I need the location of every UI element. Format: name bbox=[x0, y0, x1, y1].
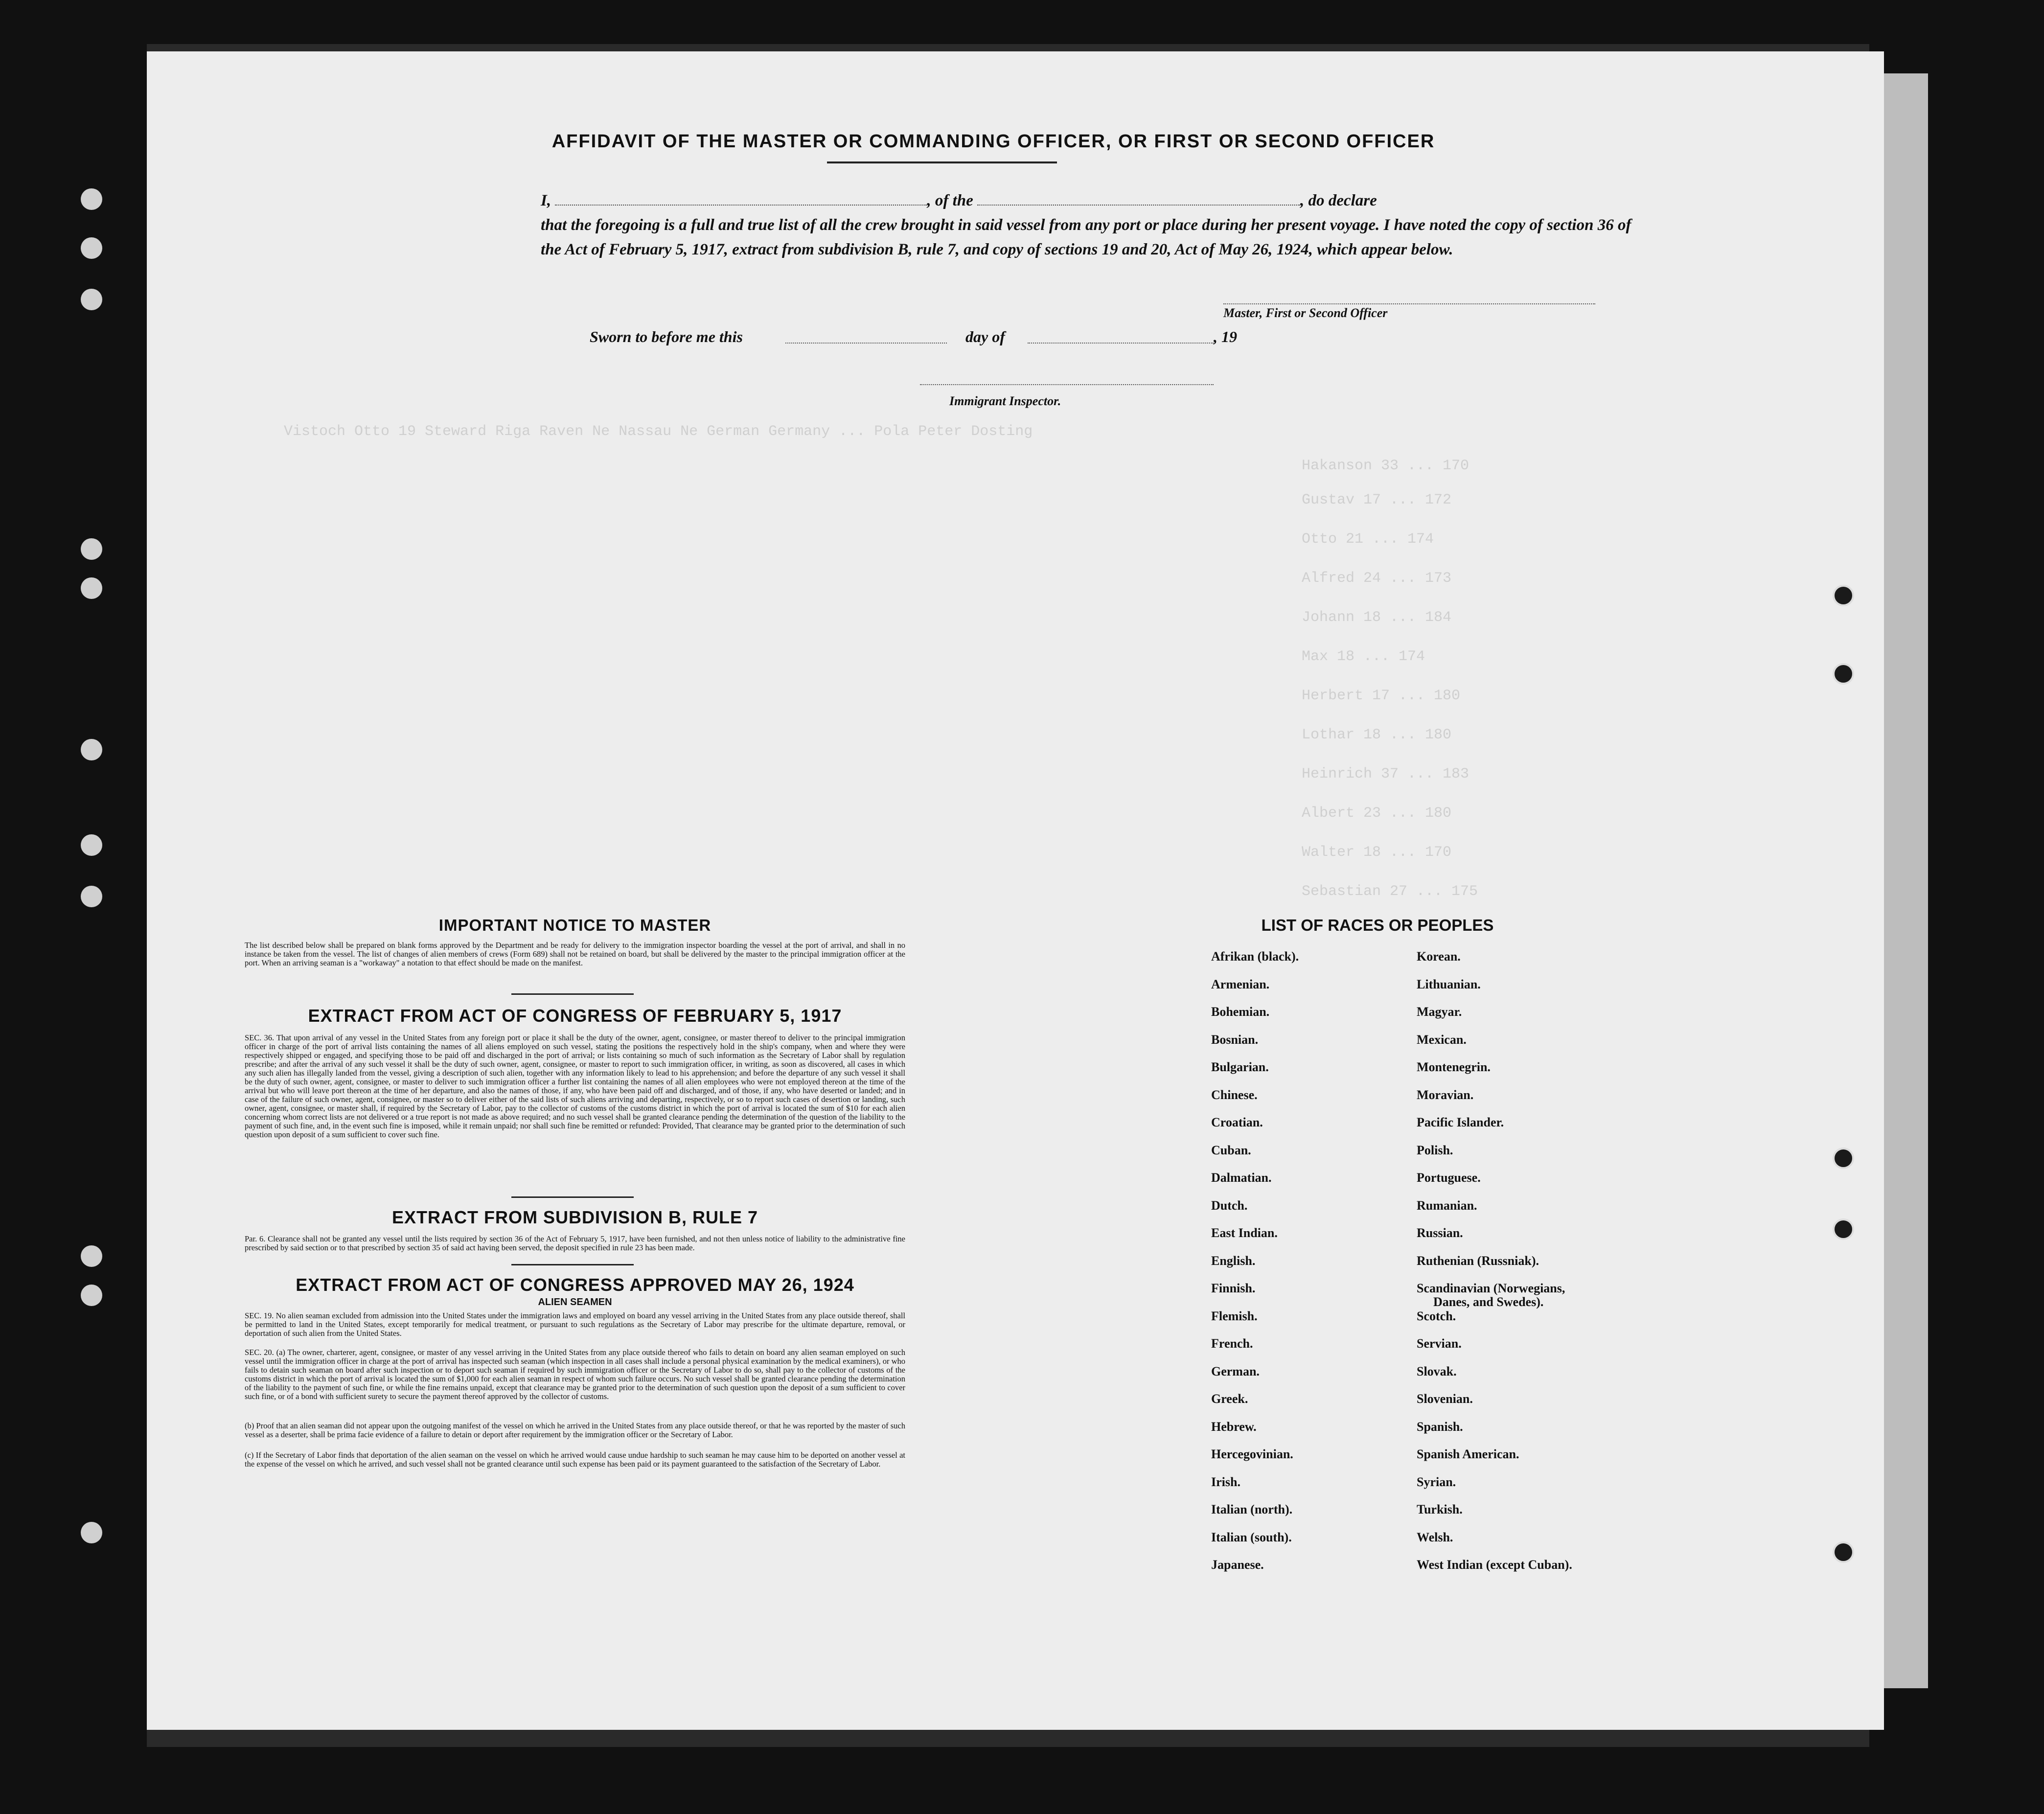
day-of-label: day of bbox=[965, 328, 1005, 345]
binder-hole bbox=[81, 739, 102, 760]
races-column-1 bbox=[1211, 949, 1299, 1585]
race-item: Servian. bbox=[1417, 1336, 1462, 1351]
race-item: Spanish. bbox=[1417, 1419, 1463, 1434]
year-prefix: , 19 bbox=[1214, 328, 1237, 345]
race-item: Bulgarian. bbox=[1211, 1060, 1269, 1074]
race-item: German. bbox=[1211, 1364, 1260, 1378]
document-page bbox=[147, 51, 1884, 1730]
race-item: Dutch. bbox=[1211, 1198, 1248, 1213]
bleed-through-text: Walter 18 ... 170 bbox=[1302, 844, 1452, 861]
vessel-blank[interactable] bbox=[977, 191, 1300, 206]
affidavit-title: AFFIDAVIT OF THE MASTER OR COMMANDING OFFICER, OR FIRST OR SECOND OFFICER bbox=[551, 131, 1435, 152]
rule7-text: Par. 6. Clearance shall not be granted any vessel until the lists required by section 36 of the Act of February 5, 1917, have been furnished, and not then unless notice of liability to the administrative fine prescribed by said section or to that prescribed by section 35 of said act having been served, the deposit specified in rule 23 has been made. bbox=[245, 1234, 905, 1252]
rule7-title: EXTRACT FROM SUBDIVISION B, RULE 7 bbox=[391, 1207, 758, 1227]
affidavit-declaration: that the foregoing is a full and true list of all the crew brought in said vessel from any port or place during her present voyage. I have noted the copy of section 36 of the Act of February 5, 1917, extract from subdivision B, rule 7, and copy of sections 19 and 20, Act of May 26, 1924, which appear below. bbox=[541, 216, 1631, 258]
binder-hole bbox=[81, 1522, 102, 1543]
binder-hole bbox=[81, 1285, 102, 1306]
binder-hole bbox=[81, 188, 102, 210]
binder-hole bbox=[81, 289, 102, 310]
binder-hole bbox=[81, 577, 102, 599]
race-item: Armenian. bbox=[1211, 977, 1270, 991]
divider bbox=[511, 1196, 634, 1198]
race-item: Mexican. bbox=[1417, 1032, 1467, 1047]
binder-hole bbox=[1833, 585, 1854, 606]
race-item: Korean. bbox=[1417, 949, 1461, 964]
race-item: Magyar. bbox=[1417, 1005, 1462, 1019]
race-item: Montenegrin. bbox=[1417, 1060, 1491, 1074]
race-item: Japanese. bbox=[1211, 1558, 1264, 1572]
race-item: Hebrew. bbox=[1211, 1419, 1257, 1434]
master-signature-label: Master, First or Second Officer bbox=[1223, 306, 1388, 320]
affidavit-i: I, bbox=[541, 192, 551, 209]
bleed-through-text: Gustav 17 ... 172 bbox=[1302, 492, 1452, 508]
race-item: Danes, and Swedes). bbox=[1433, 1295, 1544, 1309]
race-item: Cuban. bbox=[1211, 1143, 1251, 1157]
race-item: Bosnian. bbox=[1211, 1032, 1259, 1047]
binder-hole bbox=[1833, 1148, 1854, 1169]
bleed-through-text: Johann 18 ... 184 bbox=[1302, 609, 1452, 626]
race-item: Lithuanian. bbox=[1417, 977, 1481, 991]
race-item: French. bbox=[1211, 1336, 1253, 1351]
extract-1924-sec20a: SEC. 20. (a) The owner, charterer, agent, consignee, or master of any vessel arriving in the United States from any place outside thereof who fails to detain on board any alien seaman employed on such vessel until the immigration officer in charge at the port of arrival has inspected such seaman (which inspection in all cases shall include a personal physical examination by the medical examiners), or who fails to detain such seaman on board after such inspection or to deport such seaman if required by such immigration officer or the Secretary of Labor to do so, shall pay to the collector of customs of the customs district in which the port of arrival is located the sum of $1,000 for each alien seaman in respect of whom such failure occurs. No such vessel shall be granted clearance pending the determination of the liability to the payment of such fine, or while the fine remains unpaid, except that clearance may be granted prior to the determination of such question upon the deposit of a sum sufficient to cover such fine, or of a bond with sufficient surety to secure the payment thereof approved by the collector of customs. bbox=[245, 1348, 905, 1401]
race-item: Spanish American. bbox=[1417, 1447, 1519, 1461]
race-item: English. bbox=[1211, 1253, 1256, 1268]
race-item: Flemish. bbox=[1211, 1309, 1258, 1323]
extract-1924-title: EXTRACT FROM ACT OF CONGRESS APPROVED MAY 26, 1924 bbox=[296, 1275, 854, 1295]
binder-hole bbox=[1833, 1218, 1854, 1240]
race-item: Rumanian. bbox=[1417, 1198, 1477, 1213]
race-item: Scotch. bbox=[1417, 1309, 1456, 1323]
race-item: Chinese. bbox=[1211, 1087, 1258, 1102]
race-item: Portuguese. bbox=[1417, 1171, 1481, 1185]
bleed-through-text: Max 18 ... 174 bbox=[1302, 648, 1425, 665]
race-item: Finnish. bbox=[1211, 1281, 1256, 1295]
race-item: Croatian. bbox=[1211, 1115, 1263, 1129]
extract-1924-sec19: SEC. 19. No alien seaman excluded from admission into the United States under the immigration laws and employed on board any vessel arriving in the United States from any place outside thereof, shall be permitted to land in the United States, except temporarily for medical treatment, or pursuant to such regulations as the Secretary of Labor may prescribe for the ultimate departure, removal, or deportation of such alien from the United States. bbox=[245, 1311, 905, 1338]
race-item: Welsh. bbox=[1417, 1530, 1453, 1544]
races-column-2 bbox=[1417, 949, 1572, 1585]
sworn-month-blank[interactable] bbox=[1028, 343, 1214, 344]
binder-hole bbox=[81, 237, 102, 259]
affidavit-of-the: , of the bbox=[927, 192, 973, 209]
race-item: Dalmatian. bbox=[1211, 1171, 1272, 1185]
race-item: East Indian. bbox=[1211, 1226, 1278, 1240]
race-item: Greek. bbox=[1211, 1392, 1248, 1406]
sworn-label: Sworn to before me this bbox=[590, 328, 743, 345]
extract-1924-sec20c: (c) If the Secretary of Labor finds that deportation of the alien seaman on the vessel on which he arrived would cause undue hardship to such seaman he may cause him to be deported on another vessel at the expense of the vessel on which he arrived, and such vessel shall not be granted clearance until such expense has been paid or its payment guaranteed to the satisfaction of the Secretary of Labor. bbox=[245, 1450, 905, 1469]
notice-text: The list described below shall be prepared on blank forms approved by the Department and be ready for delivery to the immigration inspector boarding the vessel at the port of arrival, and shall in no instance be taken from the vessel. The list of changes of alien members of crews (Form 689) shall not be retained on board, but shall be delivered by the master to the principal immigration officer at the port. When an arriving seaman is a "workaway" a notation to that effect should be made on the manifest. bbox=[245, 941, 905, 967]
race-item: Ruthenian (Russniak). bbox=[1417, 1253, 1539, 1268]
bleed-through-text: Lothar 18 ... 180 bbox=[1302, 727, 1452, 743]
extract-1924-sec20b: (b) Proof that an alien seaman did not appear upon the outgoing manifest of the vessel on which he arrived in the United States from any place outside thereof, or that he was reported by the master of such vessel as a deserter, shall be prima facie evidence of a failure to detain or deport after requirement by the immigration officer or the Secretary of Labor. bbox=[245, 1421, 905, 1439]
sworn-day-blank[interactable] bbox=[785, 343, 947, 344]
name-blank[interactable] bbox=[555, 191, 927, 206]
bleed-through-text: Heinrich 37 ... 183 bbox=[1302, 766, 1470, 782]
race-item: Pacific Islander. bbox=[1417, 1115, 1504, 1129]
race-item: Italian (north). bbox=[1211, 1502, 1293, 1516]
divider bbox=[511, 1264, 634, 1265]
bleed-through-text: Sebastian 27 ... 175 bbox=[1302, 883, 1478, 900]
binder-hole bbox=[81, 538, 102, 560]
alien-seamen-subtitle: ALIEN SEAMEN bbox=[538, 1297, 612, 1308]
bleed-through-text: Albert 23 ... 180 bbox=[1302, 805, 1452, 822]
race-item: Scandinavian (Norwegians, bbox=[1417, 1281, 1565, 1295]
bleed-through-text: Vistoch Otto 19 Steward Riga Raven Ne Nassau Ne German Germany ... Pola Peter Dosting bbox=[284, 423, 1033, 440]
binder-hole bbox=[81, 834, 102, 856]
divider bbox=[511, 993, 634, 995]
inspector-signature-line[interactable] bbox=[920, 384, 1214, 385]
races-title: LIST OF RACES OR PEOPLES bbox=[1261, 916, 1494, 934]
binder-hole bbox=[81, 1245, 102, 1267]
master-signature-line[interactable] bbox=[1223, 303, 1595, 304]
bleed-through-text: Herbert 17 ... 180 bbox=[1302, 688, 1461, 704]
affidavit-do-declare: , do declare bbox=[1300, 192, 1377, 209]
bleed-through-text: Otto 21 ... 174 bbox=[1302, 531, 1434, 548]
race-item: Bohemian. bbox=[1211, 1005, 1270, 1019]
inspector-label: Immigrant Inspector. bbox=[949, 394, 1061, 408]
race-item: Russian. bbox=[1417, 1226, 1463, 1240]
binder-hole bbox=[1833, 663, 1854, 685]
title-underline bbox=[827, 161, 1057, 163]
race-item: Moravian. bbox=[1417, 1087, 1474, 1102]
race-item: Polish. bbox=[1417, 1143, 1453, 1157]
race-item: Turkish. bbox=[1417, 1502, 1463, 1516]
race-item: Slovak. bbox=[1417, 1364, 1457, 1378]
extract-1917-title: EXTRACT FROM ACT OF CONGRESS OF FEBRUARY 5, 1917 bbox=[308, 1006, 842, 1026]
binder-hole bbox=[1833, 1541, 1854, 1563]
race-item: Syrian. bbox=[1417, 1474, 1456, 1489]
race-item: Irish. bbox=[1211, 1474, 1240, 1489]
race-item: Slovenian. bbox=[1417, 1392, 1473, 1406]
affidavit-body bbox=[541, 188, 1647, 262]
race-item: Afrikan (black). bbox=[1211, 949, 1299, 964]
race-item: Hercegovinian. bbox=[1211, 1447, 1293, 1461]
bleed-through-text: Hakanson 33 ... 170 bbox=[1302, 458, 1470, 474]
extract-1917-text: SEC. 36. That upon arrival of any vessel in the United States from any foreign port or place it shall be the duty of the owner, agent, consignee, or master thereof to deliver to the principal immigration officer in charge of the port of arrival lists containing the names of all aliens employed on such vessel, stating the positions the respectively hold in the ship's company, when and where they were respectively shipped or engaged, and specifying those to be paid off and discharged in the port of arrival; or lists containing so much of such information as the Secretary of Labor shall by regulation prescribe; and after the arrival of any such vessel it shall be the duty of such owner, agent, consignee, or master to report to such immigration officer, in writing, as soon as discovered, all cases in which any such alien has illegally landed from the vessel, giving a description of such alien, together with any information likely to lead to his apprehension; and before the departure of any such vessel it shall be the duty of such owner, agent, consignee, or master to deliver to such immigration officer a further list containing the names of all alien employees who were not employed thereon at the time of the arrival but who will leave port thereon at the time of her departure, and also the names of those, if any, who have been paid off and discharged, and of those, if any, who have deserted or landed; and in case of the failure of such owner, agent, consignee, or master so to deliver either of the said lists of such aliens arriving and departing, respectively, or so to report such cases of desertion or landing, such owner, agent, consignee, or master shall, if required by the Secretary of Labor, pay to the collector of customs of the customs district in which the port of arrival is located the sum of $10 for each alien concerning whom correct lists are not delivered or a true report is not made as above required; and no such vessel shall be granted clearance pending the determination of the question of the liability to the payment of such fine, and, in the event such fine is imposed, while it remain unpaid; nor shall such fine be remitted or refunded: Provided, That clearance may be granted prior to the determination of such question upon deposit of a sum sufficient to cover such fine. bbox=[245, 1033, 905, 1139]
notice-title: IMPORTANT NOTICE TO MASTER bbox=[438, 916, 712, 934]
race-item: Italian (south). bbox=[1211, 1530, 1292, 1544]
race-item: West Indian (except Cuban). bbox=[1417, 1558, 1572, 1572]
binder-hole bbox=[81, 886, 102, 907]
bleed-through-text: Alfred 24 ... 173 bbox=[1302, 570, 1452, 587]
